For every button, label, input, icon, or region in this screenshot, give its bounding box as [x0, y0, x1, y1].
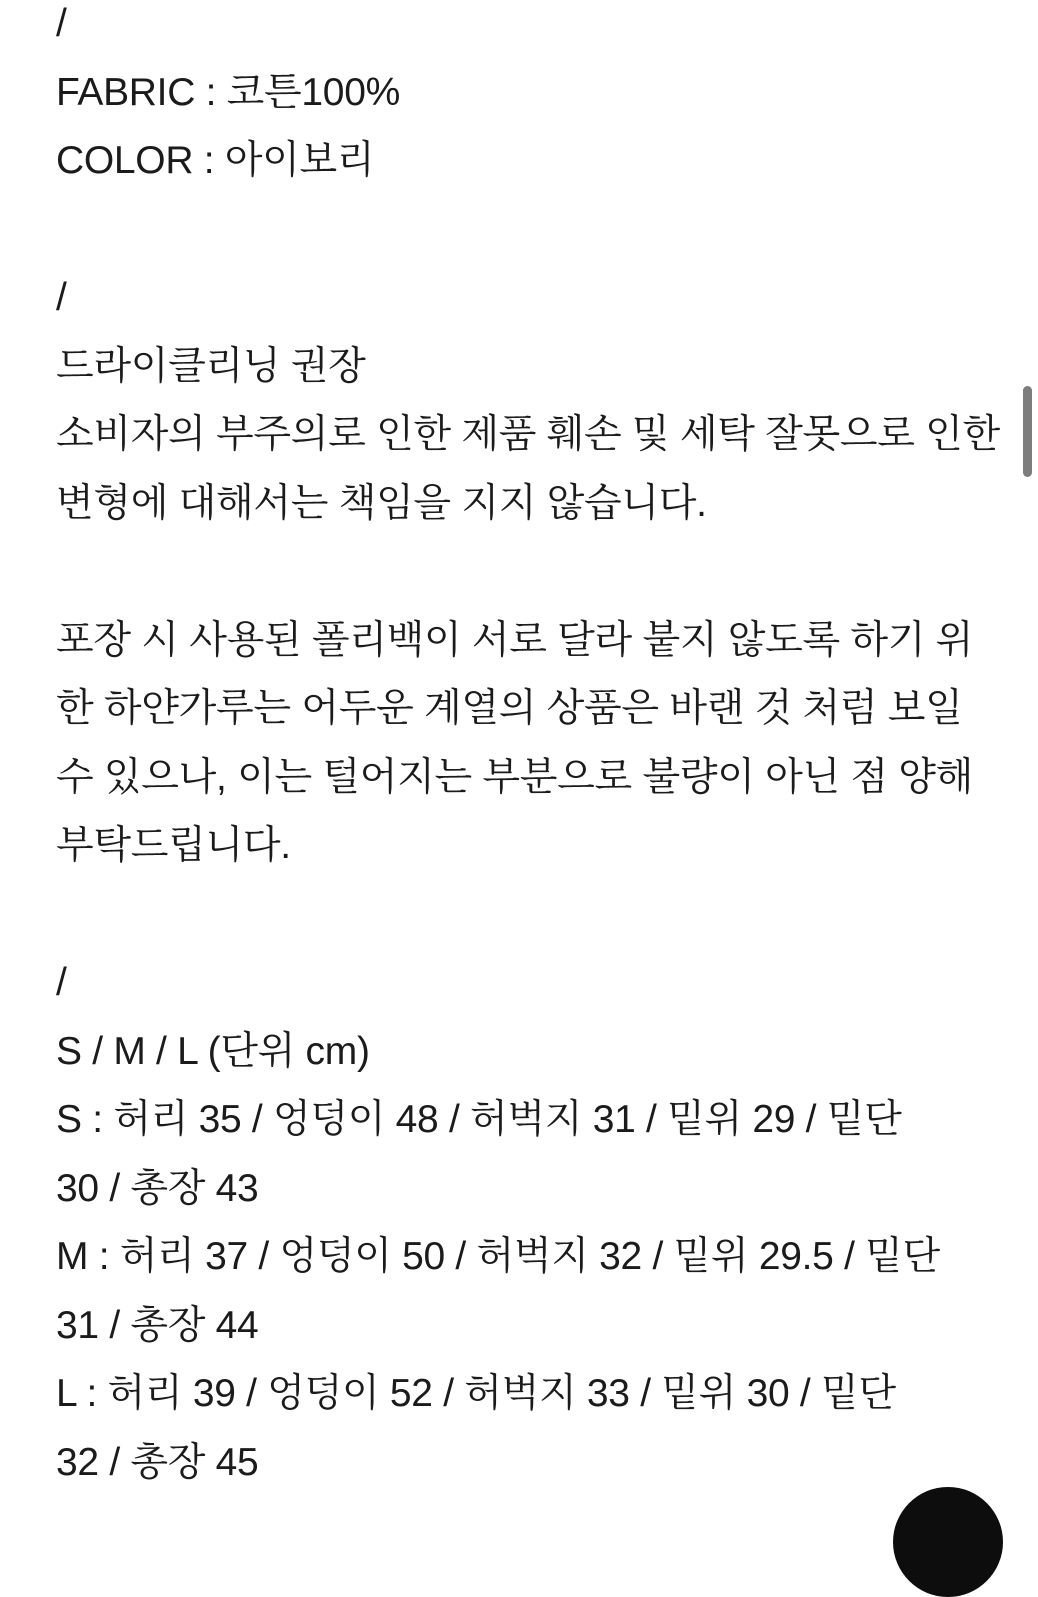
care-text-line-2: 변형에 대해서는 책임을 지지 않습니다. [56, 481, 707, 525]
size-s-line-1: S : 허리 35 / 엉덩이 48 / 허벅지 31 / 밑위 29 / 밑단 [56, 1098, 902, 1141]
size-s-line-2: 30 / 총장 43 [56, 1166, 259, 1210]
packaging-text-line-1: 포장 시 사용된 폴리백이 서로 달라 붙지 않도록 하기 위 [56, 618, 974, 662]
divider-slash: / [56, 2, 67, 45]
size-l-line-1: L : 허리 39 / 엉덩이 52 / 허벅지 33 / 밑위 30 / 밑단 [56, 1372, 896, 1415]
section-fabric-color [56, 0, 998, 196]
size-l-line-2: 32 / 총장 45 [56, 1440, 259, 1484]
size-m-line-2: 31 / 총장 44 [56, 1303, 259, 1347]
color-line: COLOR : 아이보리 [56, 139, 375, 182]
size-header-line: S / M / L (단위 cm) [56, 1029, 370, 1073]
scroll-top-button[interactable] [893, 1487, 1003, 1597]
scrollbar-thumb[interactable] [1023, 386, 1032, 477]
divider-slash: / [56, 961, 67, 1004]
product-description-text [56, 0, 998, 1566]
section-care-instructions [56, 264, 998, 538]
fabric-line: FABRIC : 코튼100% [56, 70, 400, 114]
divider-slash: / [56, 276, 67, 319]
size-m-line-1: M : 허리 37 / 엉덩이 50 / 허벅지 32 / 밑위 29.5 / 밑단 [56, 1235, 940, 1278]
care-title-line: 드라이클리닝 권장 [56, 344, 366, 388]
section-size-chart [56, 949, 998, 1497]
packaging-text-line-2: 한 하얀가루는 어두운 계열의 상품은 바랜 것 처럼 보일 [56, 687, 963, 730]
packaging-text-line-4: 부탁드립니다. [56, 824, 291, 867]
section-packaging-notice [56, 607, 998, 881]
care-text-line-1: 소비자의 부주의로 인한 제품 훼손 및 세탁 잘못으로 인한 [56, 413, 1000, 456]
packaging-text-line-3: 수 있으나, 이는 털어지는 부분으로 불량이 아닌 점 양해 [56, 755, 974, 799]
